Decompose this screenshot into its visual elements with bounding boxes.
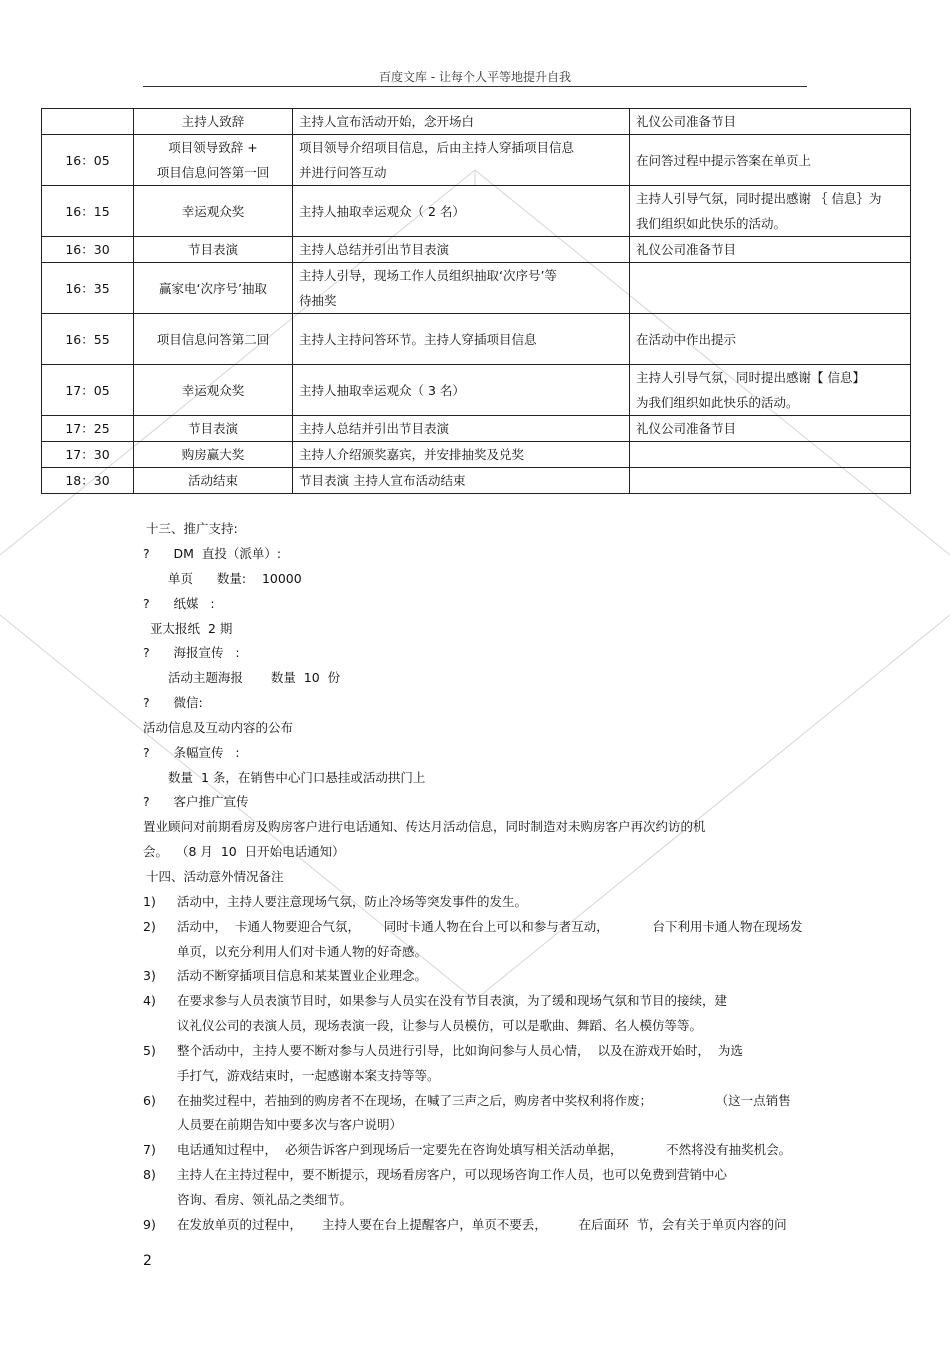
cell-time: 16：05: [42, 135, 134, 186]
cell-note: 礼仪公司准备节目: [630, 109, 911, 135]
table-row: [42, 237, 911, 263]
promotion-line: 亚太报纸 2 期: [150, 621, 233, 636]
note-number: 2): [143, 919, 156, 934]
cell-time: 17：05: [42, 365, 134, 416]
note-text: 咨询、看房、领礼品之类细节。: [177, 1192, 353, 1207]
cell-note: [630, 263, 911, 314]
promotion-line: ? 海报宣传 :: [143, 645, 240, 660]
cell-content: 项目领导介绍项目信息，后由主持人穿插项目信息 并进行问答互动: [293, 135, 630, 186]
cell-item: 节目表演: [134, 237, 293, 263]
cell-time: 16：30: [42, 237, 134, 263]
header-divider: [143, 86, 807, 87]
table-row: [42, 186, 911, 237]
note-text: 在发放单页的过程中， 主持人要在台上提醒客户，单页不要丢， 在后面环 节，会有关于单页内容的问: [177, 1217, 787, 1232]
promotion-line: 会。 （8 月 10 日开始电话通知）: [143, 844, 345, 859]
note-text: 活动不断穿插项目信息和某某置业企业理念。: [177, 968, 428, 983]
promotion-line: ? DM 直投（派单）:: [143, 546, 282, 561]
note-text: 活动中，主持人要注意现场气氛，防止冷场等突发事件的发生。: [177, 894, 528, 909]
section-heading-notes: 十四、活动意外情况备注: [146, 869, 284, 884]
cell-content: 主持人总结并引出节目表演: [293, 416, 630, 442]
cell-content: 主持人总结并引出节目表演: [293, 237, 630, 263]
note-text: 人员要在前期告知中要多次与客户说明）: [177, 1117, 403, 1132]
cell-note: 在活动中作出提示: [630, 314, 911, 365]
cell-item: 赢家电‘次序号’抽取: [134, 263, 293, 314]
cell-note: 礼仪公司准备节目: [630, 416, 911, 442]
note-text: 单页，以充分利用人们对卡通人物的好奇感。: [177, 944, 428, 959]
note-text: 在抽奖过程中，若抽到的购房者不在现场，在喊了三声之后，购房者中奖权利将作废； （这一点销售: [177, 1093, 791, 1108]
table-row: [42, 135, 911, 186]
cell-item: 购房赢大奖: [134, 442, 293, 468]
promotion-line: 数量 1 条，在销售中心门口悬挂或活动拱门上: [168, 770, 426, 785]
cell-item: 主持人致辞: [134, 109, 293, 135]
cell-item: 活动结束: [134, 468, 293, 494]
page-header: 百度文库 - 让每个人平等地提升自我: [379, 70, 571, 84]
table-row: [42, 416, 911, 442]
page-number: 2: [143, 1253, 152, 1269]
cell-item: 项目领导致辞 + 项目信息问答第一回: [134, 135, 293, 186]
note-text: 活动中， 卡通人物要迎合气氛， 同时卡通人物在台上可以和参与者互动， 台下利用卡通人物在现场发: [177, 919, 803, 934]
cell-content: 节目表演 主持人宣布活动结束: [293, 468, 630, 494]
cell-content: 主持人引导，现场工作人员组织抽取‘次序号’等 待抽奖: [293, 263, 630, 314]
table-row: [42, 109, 911, 135]
note-text: 主持人在主持过程中，要不断提示，现场看房客户，可以现场咨询工作人员，也可以免费到营销中心: [177, 1167, 728, 1182]
table-row: [42, 314, 911, 365]
cell-time: 18：30: [42, 468, 134, 494]
cell-time: 16：55: [42, 314, 134, 365]
note-number: 3): [143, 968, 156, 983]
note-text: 电话通知过程中， 必须告诉客户到现场后一定要先在咨询处填写相关活动单据， 不然将没有抽奖机会。: [177, 1142, 792, 1157]
cell-note: 主持人引导气氛，同时提出感谢【 信息】 为我们组织如此快乐的活动。: [630, 365, 911, 416]
cell-item: 幸运观众奖: [134, 186, 293, 237]
note-number: 9): [143, 1217, 156, 1232]
note-number: 5): [143, 1043, 156, 1058]
cell-time: [42, 109, 134, 135]
cell-note: [630, 468, 911, 494]
note-number: 4): [143, 993, 156, 1008]
cell-item: 幸运观众奖: [134, 365, 293, 416]
cell-content: 主持人介绍颁奖嘉宾，并安排抽奖及兑奖: [293, 442, 630, 468]
cell-time: 16：15: [42, 186, 134, 237]
promotion-line: ? 条幅宣传 :: [143, 745, 240, 760]
promotion-line: 置业顾问对前期看房及购房客户进行电话通知、传达月活动信息，同时制造对未购房客户再次约访的机: [143, 819, 706, 834]
promotion-line: ? 微信:: [143, 695, 203, 710]
cell-content: 主持人主持问答环节。主持人穿插项目信息: [293, 314, 630, 365]
schedule-table: [41, 108, 911, 494]
table-row: [42, 468, 911, 494]
cell-content: 主持人宣布活动开始，念开场白: [293, 109, 630, 135]
note-number: 1): [143, 894, 156, 909]
section-heading-promotion: 十三、推广支持:: [146, 521, 238, 536]
promotion-line: ? 纸媒 :: [143, 596, 215, 611]
cell-time: 17：30: [42, 442, 134, 468]
note-text: 议礼仪公司的表演人员，现场表演一段，让参与人员模仿，可以是歌曲、舞蹈、名人模仿等等。: [177, 1018, 703, 1033]
cell-note: 在问答过程中提示答案在单页上: [630, 135, 911, 186]
note-text: 整个活动中，主持人要不断对参与人员进行引导，比如询问参与人员心情， 以及在游戏开始时， 为选: [177, 1043, 743, 1058]
note-number: 8): [143, 1167, 156, 1182]
table-row: [42, 442, 911, 468]
promotion-line: 单页 数量: 10000: [168, 571, 302, 586]
promotion-line: 活动信息及互动内容的公布: [143, 720, 294, 735]
cell-note: [630, 442, 911, 468]
table-row: [42, 263, 911, 314]
cell-time: 17：25: [42, 416, 134, 442]
promotion-line: 活动主题海报 数量 10 份: [168, 670, 341, 685]
cell-content: 主持人抽取幸运观众（ 3 名）: [293, 365, 630, 416]
promotion-line: ? 客户推广宣传: [143, 794, 249, 809]
cell-content: 主持人抽取幸运观众（ 2 名）: [293, 186, 630, 237]
cell-note: 主持人引导气氛，同时提出感谢 ｛ 信息｝为 我们组织如此快乐的活动。: [630, 186, 911, 237]
cell-time: 16：35: [42, 263, 134, 314]
cell-item: 节目表演: [134, 416, 293, 442]
note-number: 7): [143, 1142, 156, 1157]
note-number: 6): [143, 1093, 156, 1108]
cell-note: 礼仪公司准备节目: [630, 237, 911, 263]
cell-item: 项目信息问答第二回: [134, 314, 293, 365]
table-row: [42, 365, 911, 416]
note-text: 在要求参与人员表演节目时，如果参与人员实在没有节目表演，为了缓和现场气氛和节目的接续，建: [177, 993, 728, 1008]
note-text: 手打气，游戏结束时，一起感谢本案支持等等。: [177, 1068, 440, 1083]
